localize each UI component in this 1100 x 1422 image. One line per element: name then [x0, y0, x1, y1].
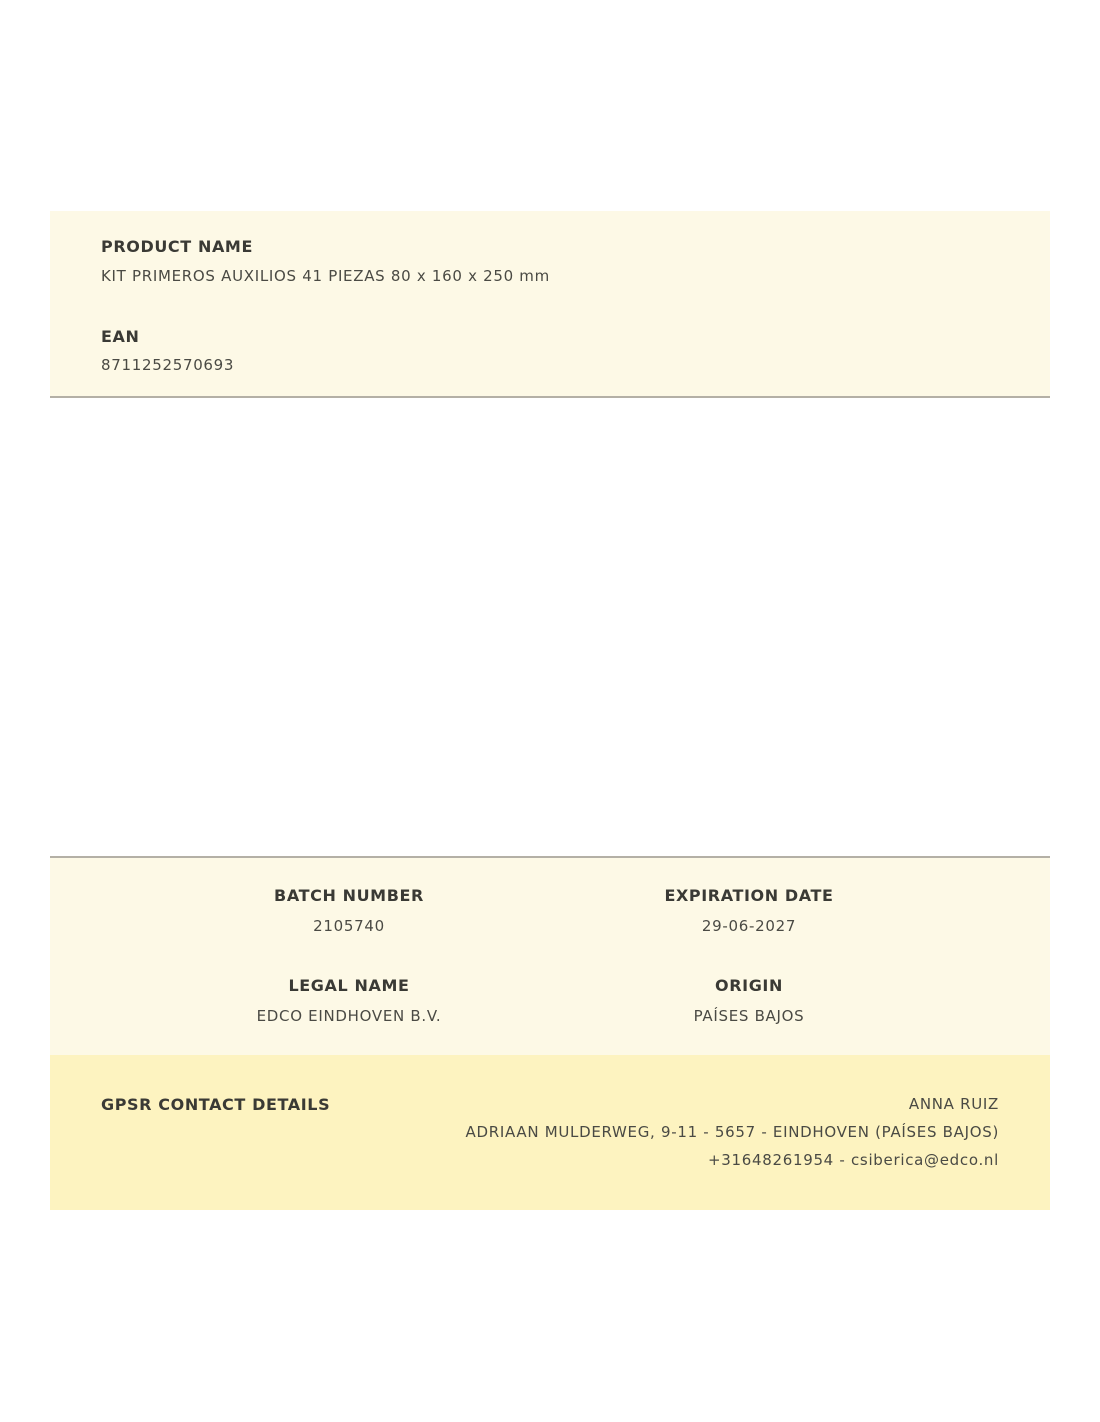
ean-value: 8711252570693	[101, 356, 235, 374]
batch-number-label: BATCH NUMBER	[274, 886, 424, 905]
details-panel	[50, 856, 1050, 1057]
origin-value: PAÍSES BAJOS	[693, 1007, 805, 1025]
batch-number-value: 2105740	[313, 917, 385, 935]
product-name-value: KIT PRIMEROS AUXILIOS 41 PIEZAS 80 x 160 x 250 mm	[101, 267, 550, 285]
expiration-date-value: 29-06-2027	[701, 917, 797, 935]
legal-name-cell	[149, 976, 549, 1025]
gpsr-contact-label: GPSR CONTACT DETAILS	[101, 1095, 331, 1114]
expiration-date-label: EXPIRATION DATE	[664, 886, 834, 905]
batch-number-cell	[149, 886, 549, 935]
contact-details	[466, 1095, 999, 1179]
ean-label: EAN	[101, 327, 140, 346]
legal-name-value: EDCO EINDHOVEN B.V.	[256, 1007, 442, 1025]
contact-name: ANNA RUIZ	[908, 1095, 999, 1113]
product-name-label: PRODUCT NAME	[101, 237, 253, 256]
gpsr-contact-panel	[50, 1055, 1050, 1210]
origin-cell	[549, 976, 949, 1025]
contact-phone-email: +31648261954 - csiberica@edco.nl	[707, 1151, 999, 1169]
contact-address: ADRIAAN MULDERWEG, 9-11 - 5657 - EINDHOVEN (PAÍSES BAJOS)	[465, 1123, 999, 1141]
legal-name-label: LEGAL NAME	[288, 976, 410, 995]
product-info-panel	[50, 211, 1050, 398]
expiration-date-cell	[549, 886, 949, 935]
origin-label: ORIGIN	[715, 976, 783, 995]
